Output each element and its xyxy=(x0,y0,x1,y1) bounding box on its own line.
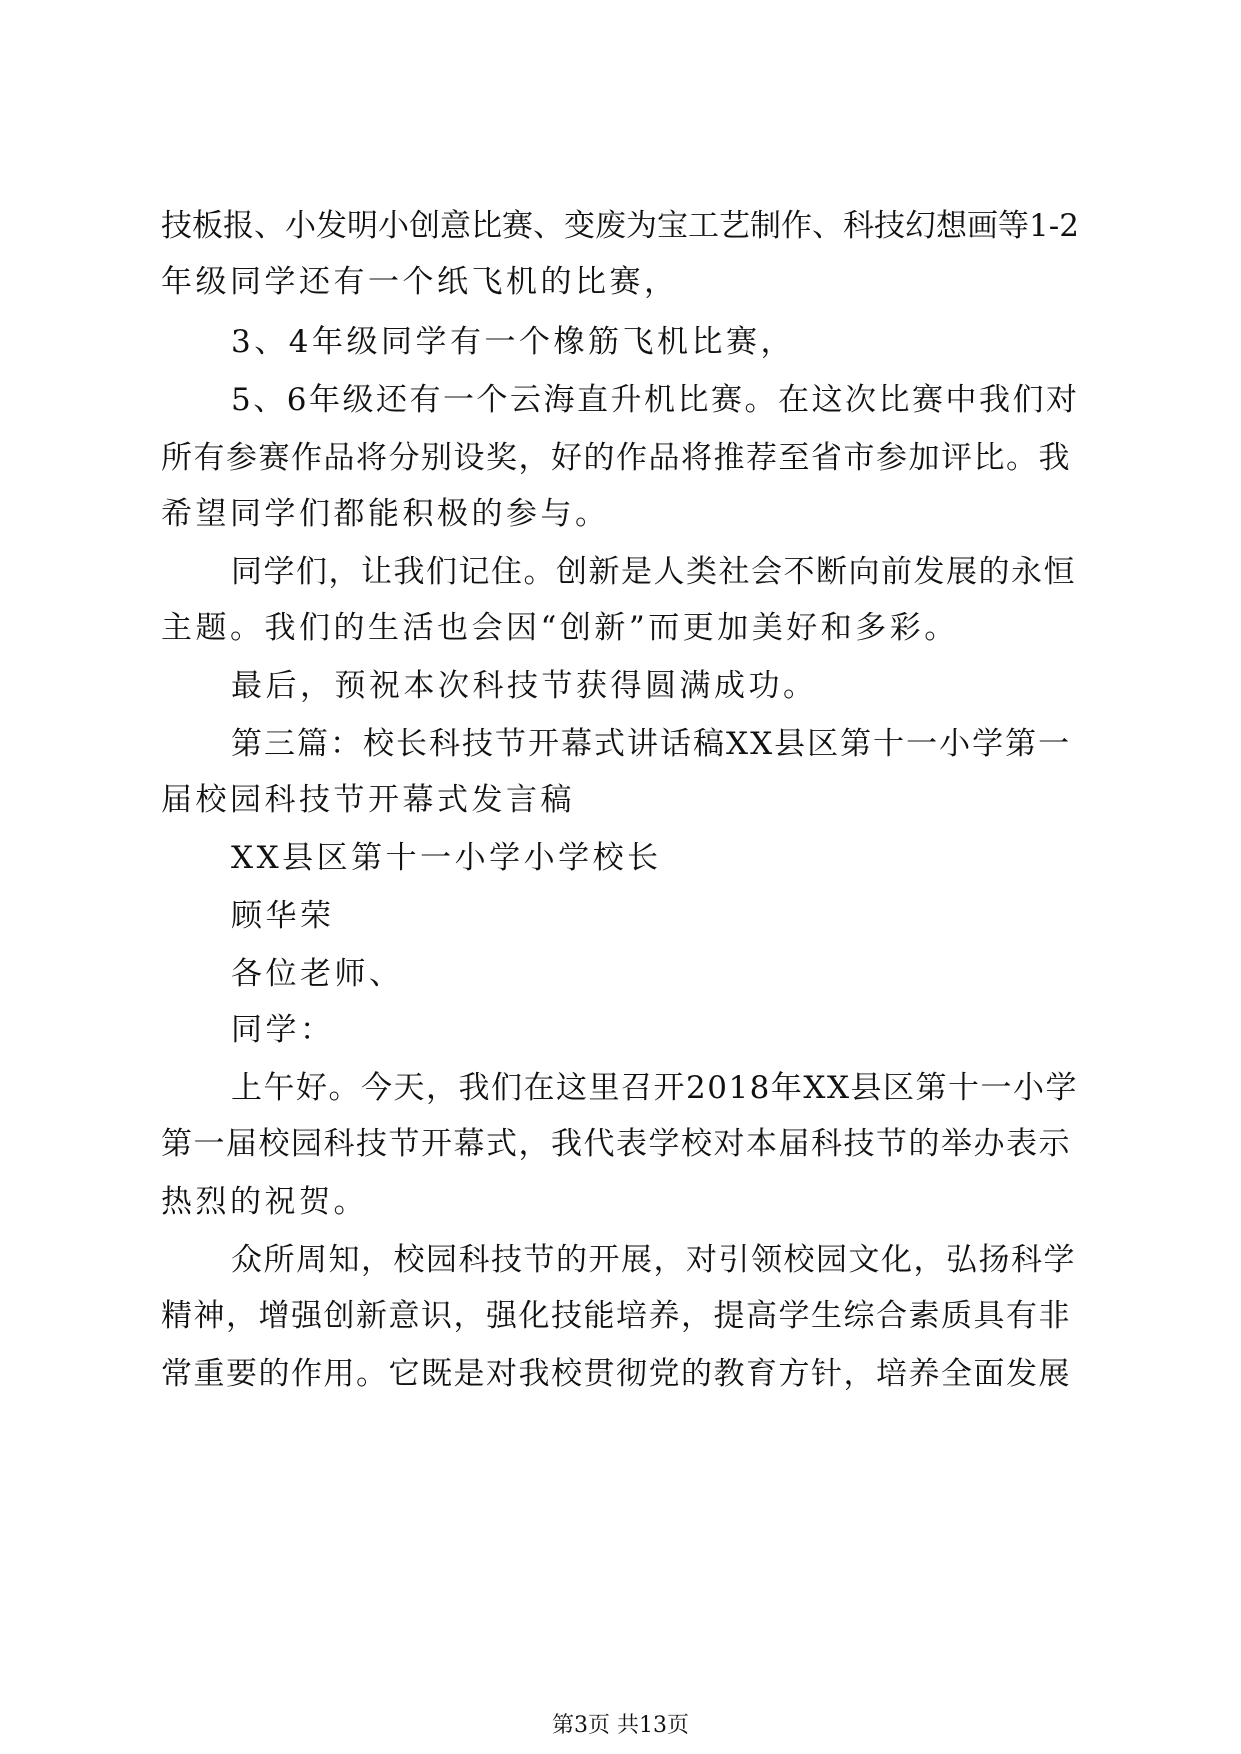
text-line: XX县区第十一小学小学校长 xyxy=(231,840,662,876)
text-line: 主题。我们的生活也会因“创新”而更加美好和多彩。 xyxy=(161,610,959,646)
text-line: 第一届校园科技节开幕式，我代表学校对本届科技节的举办表示 xyxy=(161,1126,1071,1162)
text-line: 常重要的作用。它既是对我校贯彻党的教育方针，培养全面发展 xyxy=(161,1356,1071,1392)
text-line: 希望同学们都能积极的参与。 xyxy=(161,496,610,532)
text-line: 技板报、小发明小创意比赛、变废为宝工艺制作、科技幻想画等1-2 xyxy=(161,208,1079,244)
text-line: 精神，增强创新意识，强化技能培养，提高学生综合素质具有非 xyxy=(161,1298,1071,1334)
text-line: 各位老师、 xyxy=(231,956,404,992)
text-line: 顾华荣 xyxy=(231,898,335,934)
text-line: 届校园科技节开幕式发言稿 xyxy=(161,782,575,818)
text-line: 最后，预祝本次科技节获得圆满成功。 xyxy=(231,668,818,704)
text-line: 3、4年级同学有一个橡筋飞机比赛， xyxy=(231,324,795,360)
page-footer xyxy=(0,1712,1241,1740)
text-line: 所有参赛作品将分别设奖，好的作品将推荐至省市参加评比。我 xyxy=(161,440,1071,476)
text-line: 同学们，让我们记住。创新是人类社会不断向前发展的永恒 xyxy=(231,554,1076,590)
page-number-label: 第3页 共13页 xyxy=(552,1713,689,1738)
text-line: 上午好。今天，我们在这里召开2018年XX县区第十一小学 xyxy=(231,1070,1079,1106)
text-line: 众所周知，校园科技节的开展，对引领校园文化，弘扬科学 xyxy=(231,1242,1076,1278)
text-line: 同学： xyxy=(231,1012,335,1048)
text-line: 第三篇：校长科技节开幕式讲话稿XX县区第十一小学第一 xyxy=(231,726,1072,762)
text-line: 年级同学还有一个纸飞机的比赛， xyxy=(161,264,679,300)
text-line: 热烈的祝贺。 xyxy=(161,1184,368,1220)
text-line: 5、6年级还有一个云海直升机比赛。在这次比赛中我们对 xyxy=(231,382,1080,418)
